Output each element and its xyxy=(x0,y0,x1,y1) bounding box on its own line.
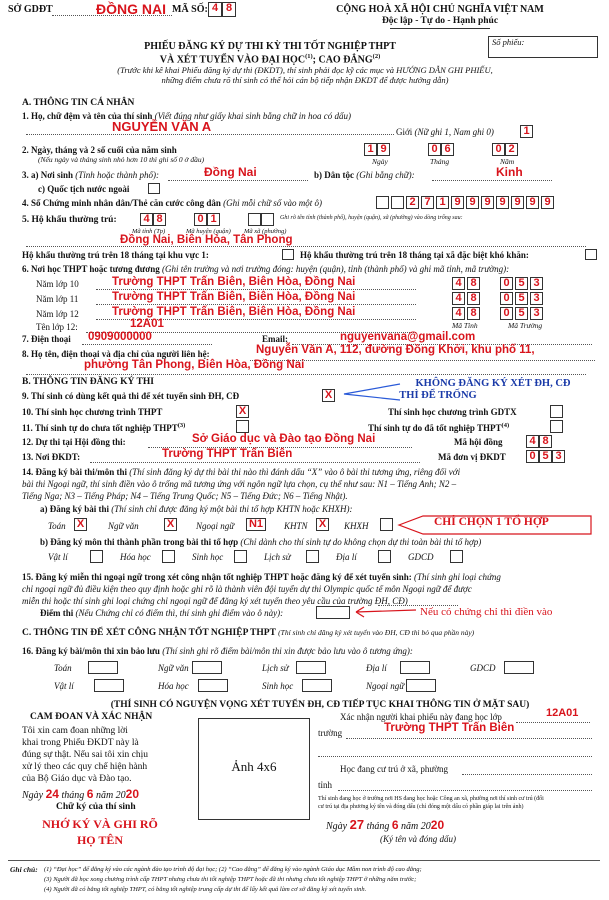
instruction: (Trước khi kê khai Phiếu đăng ký dự thi (ĐKDT), thí sinh phải đọc kỹ các mục và HƯỚNG DẪN GHI PHIẾU, xyxy=(117,65,493,75)
q10-box[interactable]: X xyxy=(236,405,249,418)
reserve-score-box[interactable] xyxy=(400,661,430,674)
school-year-label: Năm lớp 11 xyxy=(36,294,79,304)
kv1-label: Hộ khẩu thường trú trên 18 tháng tại khu vực 1: xyxy=(22,250,209,260)
id-digit-cell[interactable]: 7 xyxy=(421,196,434,209)
subj-toan-label: Toán xyxy=(48,521,66,531)
dob-cell[interactable]: 1 xyxy=(364,143,377,156)
so-value[interactable]: ĐỒNG NAI xyxy=(96,1,166,17)
ma-so-digit[interactable]: 8 xyxy=(222,2,236,17)
section-b-title: B. THÔNG TIN ĐĂNG KÝ THI xyxy=(22,377,154,387)
q9-note-2: THÌ ĐỂ TRỐNG xyxy=(399,390,477,401)
commit-line: Tôi xin cam đoan những lời xyxy=(22,726,128,736)
school-code-cell[interactable]: 3 xyxy=(530,277,543,290)
school-value[interactable]: Trường THPT Trấn Biên, Biên Hòa, Đồng Nai xyxy=(112,291,356,303)
q15-note: Nếu có chứng chỉ thì điền vào xyxy=(420,606,553,618)
subj-khxh-label: KHXH xyxy=(344,521,369,531)
id-digit-cell[interactable]: 9 xyxy=(526,196,539,209)
commit-line: khai trong Phiếu ĐKDT này là xyxy=(22,738,139,748)
sign-label: Chữ ký của thí sinh xyxy=(56,802,136,812)
component-subject-label: Lịch sử xyxy=(264,552,291,562)
kv1-box[interactable] xyxy=(282,249,294,260)
reserve-subject-label: Lịch sử xyxy=(262,663,289,673)
subj-toan-box[interactable]: X xyxy=(74,518,87,531)
id-digit-cell[interactable]: 9 xyxy=(541,196,554,209)
q13-label: 13. Nơi ĐKDT: xyxy=(22,452,81,462)
reserve-score-box[interactable] xyxy=(296,661,326,674)
q4-row: 4. Số Chứng minh nhân dân/Thẻ căn cước công dân (Ghi mỗi chữ số vào một ô) xyxy=(22,198,322,208)
component-subject-box[interactable] xyxy=(378,550,391,563)
gender-label: Giới (Nữ ghi 1, Nam ghi 0) xyxy=(396,127,494,137)
school-code-cell[interactable]: 3 xyxy=(530,307,543,320)
q5-cell[interactable]: 0 xyxy=(194,213,207,226)
school-value[interactable]: Trường THPT Trấn Biên, Biên Hòa, Đồng Nai xyxy=(112,276,356,288)
reserve-subject-label: Toán xyxy=(54,663,72,673)
q14-row: 14. Đăng ký bài thi/môn thi (Thí sinh đăng ký dự thi bài thi nào thì đánh dấu “X” vào ô bài thi tương ứng, riêng đối với xyxy=(22,467,461,477)
note-1: (1) “Đại học” để đăng ký vào các ngành đào tạo trình độ đại học; (2) “Cao đẳng” để đăng ký vào ngành Giáo dục Mầm non trình độ cao đẳng; xyxy=(44,866,422,873)
component-subject-box[interactable] xyxy=(162,550,175,563)
email-label: Email: xyxy=(262,334,288,344)
school-year-label: Năm lớp 10 xyxy=(36,279,79,289)
school-code-cell[interactable]: 8 xyxy=(467,292,480,305)
madv-cell[interactable]: 3 xyxy=(552,450,565,463)
contact-value-1[interactable]: Nguyễn Văn A, 112, đường Đồng Khởi, khu phố 11, xyxy=(256,344,535,356)
reserve-score-box[interactable] xyxy=(192,661,222,674)
so-label: SỞ GDĐT xyxy=(8,4,53,15)
q15-row: 15. Đăng ký miễn thi ngoại ngữ trong xét công nhận tốt nghiệp THPT hoặc đăng ký để xét tuyển sinh: (Thí sinh ghi loại chứng xyxy=(22,572,501,582)
stamp-label: (Ký tên và đóng dấu) xyxy=(380,834,456,844)
gdtx-label: Thí sinh học chương trình GDTX xyxy=(388,407,517,417)
mahd-cell[interactable]: 4 xyxy=(526,435,539,448)
component-subject-label: GDCD xyxy=(408,552,434,562)
birthplace-value[interactable]: Đồng Nai xyxy=(204,165,257,179)
id-digit-cell[interactable] xyxy=(376,196,389,209)
mahd-cell[interactable]: 8 xyxy=(539,435,552,448)
section-a-title: A. THÔNG TIN CÁ NHÂN xyxy=(22,98,135,108)
q9-box[interactable]: X xyxy=(322,389,335,402)
q15-diem-row: Điểm thi (Nếu Chứng chỉ có điểm thì, thí sinh ghi điểm vào ô này): xyxy=(40,608,284,618)
gender-cell[interactable]: 1 xyxy=(520,125,533,138)
q15-diem-box[interactable] xyxy=(316,606,350,619)
national-title: CỘNG HOÀ XÃ HỘI CHỦ NGHĨA VIỆT NAM xyxy=(336,4,544,15)
reserve-subject-label: Sinh học xyxy=(262,681,294,691)
q14a-note: CHỈ CHỌN 1 TỔ HỢP xyxy=(434,516,549,528)
id-digit-cell[interactable]: 9 xyxy=(466,196,479,209)
school-code-cell[interactable]: 5 xyxy=(515,307,528,320)
date-left: Ngày 24 tháng 6 năm 2020 xyxy=(22,787,140,801)
section-c-row: C. THÔNG TIN ĐỂ XÉT CÔNG NHẬN TỐT NGHIỆP THPT (Thí sinh chỉ đăng ký xét tuyển vào ĐH, CĐ thì bỏ qua phần này) xyxy=(22,628,475,638)
dob-year-label: Năm xyxy=(500,157,515,166)
ma-truong-label: Mã Trường xyxy=(508,321,543,330)
contact-value-2[interactable]: phường Tân Phong, Biên Hòa, Đồng Nai xyxy=(84,359,305,371)
subj-nn-box[interactable]: N1 xyxy=(246,518,266,531)
dob-cell[interactable]: 0 xyxy=(428,143,441,156)
dob-month-label: Tháng xyxy=(430,157,450,166)
id-digit-cell[interactable] xyxy=(391,196,404,209)
q5-xa-label: Mã xã (phường) xyxy=(244,228,287,235)
commit-line: xử lý theo các quy chế hiện hành xyxy=(22,762,148,772)
subj-khxh-box[interactable] xyxy=(380,518,393,531)
sign-note-2: HỌ TÊN xyxy=(76,833,124,847)
reserve-subject-label: Vật lí xyxy=(54,681,74,691)
q9-note-1: KHÔNG ĐĂNG KÝ XÉT ĐH, CĐ xyxy=(415,378,571,389)
confirm-note-1: Thí sinh đang học ở trường nơi HS đang học hoặc Công an xã, phường nơi thí sinh cư trú (đối xyxy=(318,796,544,802)
phone-value[interactable]: 0909000000 xyxy=(88,331,152,343)
q10-label: 10. Thí sinh học chương trình THPT xyxy=(22,407,163,417)
component-subject-box[interactable] xyxy=(450,550,463,563)
q5-cell[interactable]: 1 xyxy=(207,213,220,226)
component-subject-box[interactable] xyxy=(306,550,319,563)
q5-cell[interactable] xyxy=(261,213,274,226)
q11-label: 11. Thí sinh tự do chưa tốt nghiệp THPT$^{(3)}$ xyxy=(22,422,186,433)
q15-hint-3: miễn thi hoặc thí sinh ghi loại chứng chỉ ngoại ngữ để đăng ký xét tuyển theo yêu cầu của trường ĐH, CĐ) xyxy=(22,596,408,606)
motto: Độc lập - Tự do - Hạnh phúc xyxy=(381,16,499,26)
q14-hint-2: bài thi Ngoại ngữ, thí sinh điền vào ô trống mã tương ứng với ngôn ngữ lựa chọn, cụ thể như sau: N1 – Tiếng Anh; N2 – xyxy=(22,479,457,489)
note-2: (3) Người đã học xong chương trình cấp THPT nhưng chưa thi tốt nghiệp THPT hoặc đã thi nhưng chưa tốt nghiệp THPT ở những năm trước; xyxy=(44,876,417,883)
class-value[interactable]: 12A01 xyxy=(130,318,164,330)
madv-cell[interactable]: 0 xyxy=(526,450,539,463)
reserve-score-box[interactable] xyxy=(88,661,118,674)
confirm-class[interactable]: 12A01 xyxy=(546,707,579,719)
full-name-value[interactable]: NGUYỄN VĂN A xyxy=(112,119,212,134)
school-code-cell[interactable]: 5 xyxy=(515,292,528,305)
q5-cell[interactable] xyxy=(248,213,261,226)
form-title-2: VÀ XÉT TUYỂN VÀO ĐẠI HỌC$^{(1)}$; CAO ĐẲNG$^{(2)}$ xyxy=(159,53,381,66)
id-digit-cell[interactable]: 9 xyxy=(511,196,524,209)
id-digit-cell[interactable]: 1 xyxy=(436,196,449,209)
component-subject-label: Hóa học xyxy=(120,552,151,562)
subj-van-label: Ngữ văn xyxy=(108,521,139,531)
school-code-cell[interactable]: 8 xyxy=(467,307,480,320)
q5-cell[interactable]: 4 xyxy=(140,213,153,226)
cu-tru-label: Học đang cư trú ở xã, phường xyxy=(340,764,448,774)
ma-so-digit[interactable]: 4 xyxy=(208,2,222,17)
component-subject-label: Sinh học xyxy=(192,552,224,562)
residence-value[interactable]: Đồng Nai, Biên Hòa, Tân Phong xyxy=(120,234,293,246)
form-title-1: PHIẾU ĐĂNG KÝ DỰ THI KỲ THI TỐT NGHIỆP THPT xyxy=(144,41,396,52)
continue-note: (THÍ SINH CÓ NGUYỆN VỌNG XÉT TUYỂN ĐH, CĐ TIẾP TỤC KHAI THÔNG TIN Ở MẶT SAU) xyxy=(110,700,530,710)
reserve-score-box[interactable] xyxy=(504,661,534,674)
confirm-note-2: cư trú tại địa phương ký tên và đóng dấu (chỉ đóng một dấu có phần giáp lai trên ảnh) xyxy=(318,804,524,810)
note-3: (4) Người đã có bằng tốt nghiệp THPT, có bằng tốt nghiệp trung cấp dự thi để lấy kết quả làm cơ sở đăng ký xét tuyển sinh. xyxy=(44,886,367,893)
q14a-row: a) Đăng ký bài thi (Thí sinh chỉ được đăng ký một bài thi tổ hợp KHTN hoặc KHXH): xyxy=(40,504,353,514)
q5-huyen-label: Mã huyện (quận) xyxy=(186,228,231,235)
q9-label: 9. Thí sinh có dùng kết quả thi để xét tuyển sinh ĐH, CĐ xyxy=(22,391,240,401)
q7-label: 7. Điện thoại xyxy=(22,334,71,344)
q12-label: 12. Dự thi tại Hội đồng thi: xyxy=(22,437,126,447)
id-digit-cell[interactable]: 2 xyxy=(406,196,419,209)
q11b-box[interactable] xyxy=(550,420,563,433)
reserve-score-box[interactable] xyxy=(198,679,228,692)
q11-box[interactable] xyxy=(236,420,249,433)
q5-label: 5. Hộ khẩu thường trú: xyxy=(22,215,117,225)
ma-so-label: MÃ SỐ: xyxy=(172,4,208,15)
subj-van-box[interactable]: X xyxy=(164,518,177,531)
foreign-nationality-box[interactable] xyxy=(148,183,160,194)
school-code-cell[interactable]: 0 xyxy=(500,277,513,290)
q6-row: 6. Nơi học THPT hoặc tương đương (Ghi tên trường và nơi trường đóng: huyện (quận), tỉnh (thành phố) và ghi mã tỉnh, mã trường): xyxy=(22,264,510,274)
commit-title: CAM ĐOAN VÀ XÁC NHẬN xyxy=(30,712,153,722)
school-code-cell[interactable]: 4 xyxy=(452,292,465,305)
dob-cell[interactable]: 2 xyxy=(505,143,518,156)
school-code-cell[interactable]: 4 xyxy=(452,307,465,320)
reserve-subject-label: Hóa học xyxy=(158,681,189,691)
reserve-score-box[interactable] xyxy=(406,679,436,692)
so-phieu-box[interactable]: Số phiếu: xyxy=(488,36,598,58)
q2-label: 2. Ngày, tháng và 2 số cuối của năm sinh xyxy=(22,145,177,155)
commit-line: của Bộ Giáo dục và Đào tạo. xyxy=(22,774,132,784)
id-digit-cell[interactable]: 9 xyxy=(496,196,509,209)
ethnicity-value[interactable]: Kinh xyxy=(496,165,523,179)
reserve-score-box[interactable] xyxy=(302,679,332,692)
subj-khtn-box[interactable]: X xyxy=(316,518,329,531)
commit-line: đúng sự thật. Nếu sai tôi xin chịu xyxy=(22,750,148,760)
school-code-cell[interactable]: 5 xyxy=(515,277,528,290)
q5-hint: Ghi rõ tên tỉnh (thành phố), huyện (quận), xã (phường) vào dòng trống sau: xyxy=(280,215,463,221)
gdtx-box[interactable] xyxy=(550,405,563,418)
date-right: Ngày 27 tháng 6 năm 2020 xyxy=(326,817,445,832)
q3b-row: b) Dân tộc (Ghi bằng chữ): xyxy=(314,170,415,180)
q15-arrow xyxy=(350,596,420,622)
school-value[interactable]: Trường THPT Trấn Biên, Biên Hòa, Đồng Nai xyxy=(112,306,356,318)
component-subject-box[interactable] xyxy=(90,550,103,563)
madv-label: Mã đơn vị ĐKDT xyxy=(438,452,506,462)
photo-box[interactable] xyxy=(198,718,310,820)
dbkk-box[interactable] xyxy=(585,249,597,260)
school-year-label: Năm lớp 12 xyxy=(36,309,79,319)
q11b-label: Thí sinh tự do đã tốt nghiệp THPT$^{(4)}$ xyxy=(368,422,510,433)
reserve-subject-label: Ngữ văn xyxy=(158,663,189,673)
exam-council-value[interactable]: Sở Giáo dục và Đào tạo Đồng Nai xyxy=(192,433,376,445)
subj-nn-label: Ngoại ngữ xyxy=(196,521,235,531)
school-code-cell[interactable]: 0 xyxy=(500,307,513,320)
component-subject-label: Địa lí xyxy=(336,552,357,562)
q8-label: 8. Họ tên, điện thoại và địa chỉ của người liên hệ: xyxy=(22,349,210,359)
reserve-score-box[interactable] xyxy=(94,679,124,692)
dob-cell[interactable]: 6 xyxy=(441,143,454,156)
email-value[interactable]: nguyenvana@gmail.com xyxy=(340,331,476,343)
dob-cell[interactable]: 0 xyxy=(492,143,505,156)
id-digit-cell[interactable]: 9 xyxy=(451,196,464,209)
reserve-subject-label: GDCD xyxy=(470,663,496,673)
q14-hint-3: Tiếng Nga; N3 – Tiếng Pháp; N4 – Tiếng Trung Quốc; N5 – Tiếng Đức; N6 – Tiếng Nhật). xyxy=(22,491,348,501)
confirm-text: Xác nhận người khai phiếu này đang học lớp xyxy=(340,712,502,722)
reserve-subject-label: Ngoại ngữ xyxy=(366,681,405,691)
q5-cell[interactable]: 8 xyxy=(153,213,166,226)
component-subject-box[interactable] xyxy=(234,550,247,563)
school-code-cell[interactable]: 8 xyxy=(467,277,480,290)
notes-label: Ghi chú: xyxy=(10,865,38,874)
id-digit-cell[interactable]: 9 xyxy=(481,196,494,209)
q1-row: 1. Họ, chữ đệm và tên của thí sinh (Viết đúng như giấy khai sinh bằng chữ in hoa có dấu) xyxy=(22,111,352,121)
madv-cell[interactable]: 5 xyxy=(539,450,552,463)
q15-hint-2: chỉ ngoại ngữ đủ điều kiện theo quy định hoặc ghi rõ là thành viên đội tuyển dự thi Olympic quốc tế môn Ngoại ngữ để được xyxy=(22,584,472,594)
component-subject-label: Vật lí xyxy=(48,552,68,562)
class-label: Tên lớp 12: xyxy=(36,322,78,332)
q5-tinh-label: Mã tỉnh (Tp) xyxy=(132,228,166,235)
truong-value[interactable]: Trường THPT Trấn Biên xyxy=(384,722,515,734)
tinh-label: tỉnh xyxy=(318,780,333,790)
dob-day-label: Ngày xyxy=(372,157,388,166)
subj-khtn-label: KHTN xyxy=(284,521,308,531)
school-code-cell[interactable]: 3 xyxy=(530,292,543,305)
school-code-cell[interactable]: 4 xyxy=(452,277,465,290)
ma-tinh-label: Mã Tỉnh xyxy=(452,321,478,330)
photo-label: Ảnh 4x6 xyxy=(231,759,277,774)
q2-hint: (Nếu ngày và tháng sinh nhỏ hơn 10 thì ghi số 0 ở đầu) xyxy=(38,155,205,164)
register-place-value[interactable]: Trường THPT Trấn Biên xyxy=(162,448,293,460)
q14b-row: b) Đăng ký môn thi thành phần trong bài thi tổ hợp (Chỉ dành cho thí sinh tự do không chọn dự thi toàn bài thi tổ hợp) xyxy=(40,537,482,547)
dbkk-label: Hộ khẩu thường trú trên 18 tháng tại xã đặc biệt khó khăn: xyxy=(300,250,529,260)
truong-label: trường xyxy=(318,728,343,738)
reserve-subject-label: Địa lí xyxy=(366,663,387,673)
school-code-cell[interactable]: 0 xyxy=(500,292,513,305)
q3a-row: 3. a) Nơi sinh (Tỉnh hoặc thành phố): xyxy=(22,170,159,180)
instruction: những điểm chưa rõ thí sinh có thể hỏi cán bộ tiếp nhận ĐKDT để được hướng dẫn) xyxy=(161,75,449,85)
mahd-label: Mã hội đồng xyxy=(454,437,503,447)
q16-row: 16. Đăng ký bài/môn thi xin bảo lưu (Thí sinh ghi rõ điểm bài/môn thi xin được bảo lưu vào ô tương ứng): xyxy=(22,646,413,656)
sign-note-1: NHỚ KÝ VÀ GHI RÕ xyxy=(42,817,158,831)
q3c-label: c) Quốc tịch nước ngoài xyxy=(38,184,130,194)
dob-cell[interactable]: 9 xyxy=(377,143,390,156)
